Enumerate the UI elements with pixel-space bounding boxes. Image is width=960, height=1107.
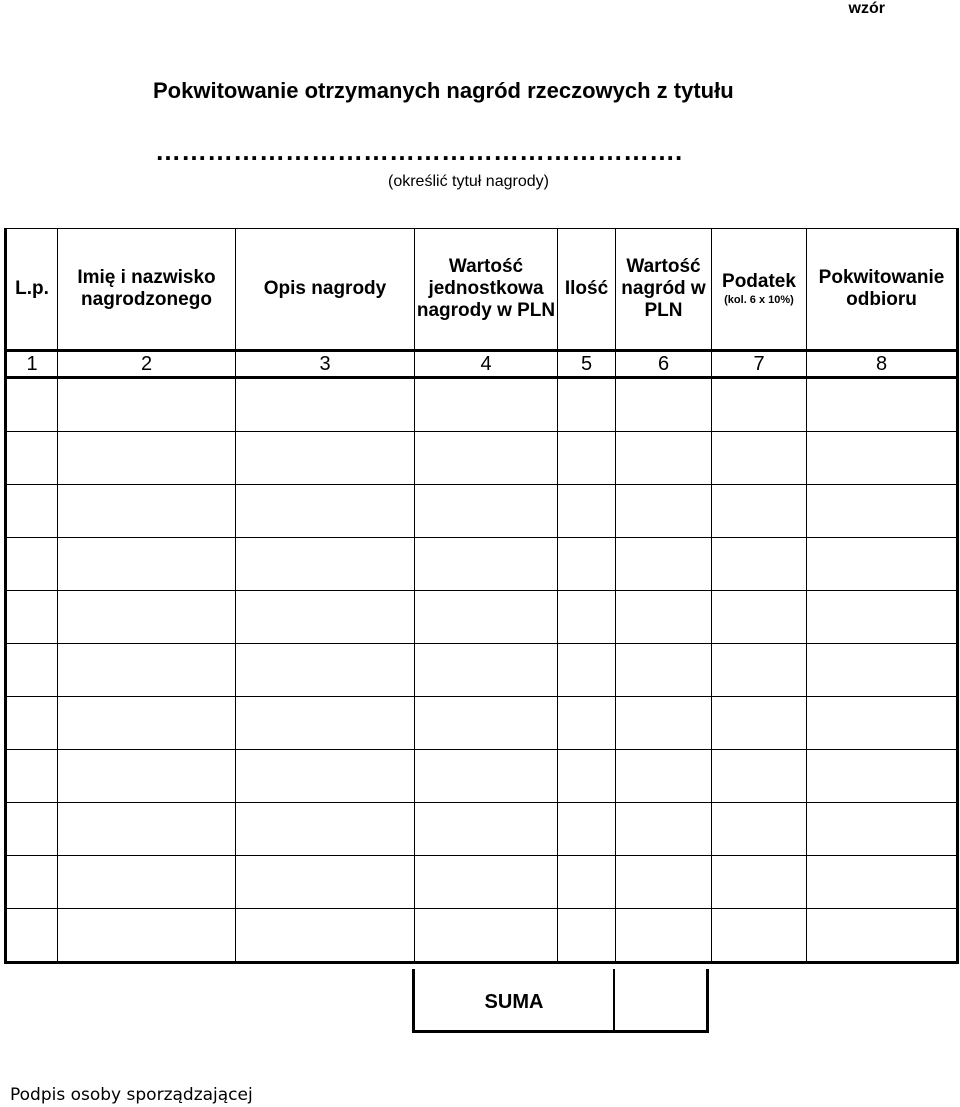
summary-value-cell[interactable]	[615, 969, 706, 1030]
table-cell[interactable]	[558, 697, 616, 750]
table-cell[interactable]	[236, 697, 415, 750]
table-cell[interactable]	[415, 378, 558, 432]
table-cell[interactable]	[6, 803, 58, 856]
table-row	[6, 803, 958, 856]
table-row	[6, 485, 958, 538]
col-header-tax-note: (kol. 6 x 10%)	[724, 294, 794, 306]
table-cell[interactable]	[807, 750, 958, 803]
column-number: 3	[236, 351, 415, 378]
document-tag: wzór	[848, 0, 885, 17]
table-row	[6, 378, 958, 432]
table-cell[interactable]	[6, 538, 58, 591]
table-cell[interactable]	[712, 378, 807, 432]
table-cell[interactable]	[807, 644, 958, 697]
col-header-description: Opis nagrody	[236, 229, 415, 351]
table-cell[interactable]	[236, 909, 415, 963]
table-cell[interactable]	[558, 909, 616, 963]
header-row	[6, 229, 958, 351]
table-row	[6, 856, 958, 909]
table-cell[interactable]	[712, 538, 807, 591]
table-cell[interactable]	[58, 432, 236, 485]
table-cell[interactable]	[616, 485, 712, 538]
table-cell[interactable]	[236, 591, 415, 644]
table-cell[interactable]	[415, 750, 558, 803]
column-number: 8	[807, 351, 958, 378]
table-row	[6, 697, 958, 750]
column-number: 7	[712, 351, 807, 378]
table-cell[interactable]	[58, 644, 236, 697]
table-cell[interactable]	[236, 750, 415, 803]
table-cell[interactable]	[616, 856, 712, 909]
table-cell[interactable]	[807, 591, 958, 644]
table-row	[6, 538, 958, 591]
table-cell[interactable]	[415, 538, 558, 591]
awards-table	[4, 228, 959, 964]
table-cell[interactable]	[807, 909, 958, 963]
table-cell[interactable]	[236, 644, 415, 697]
table-cell[interactable]	[6, 644, 58, 697]
title-fill-line: …………………………………………………….	[155, 136, 683, 166]
table-cell[interactable]	[712, 697, 807, 750]
table-cell[interactable]	[58, 750, 236, 803]
column-number: 4	[415, 351, 558, 378]
table-cell[interactable]	[807, 378, 958, 432]
table-cell[interactable]	[616, 803, 712, 856]
table-cell[interactable]	[712, 644, 807, 697]
table-cell[interactable]	[415, 432, 558, 485]
table-cell[interactable]	[558, 750, 616, 803]
table-cell[interactable]	[616, 909, 712, 963]
col-header-receipt: Pokwitowanie odbioru	[807, 229, 958, 351]
table-cell[interactable]	[415, 697, 558, 750]
column-number: 5	[558, 351, 616, 378]
table-cell[interactable]	[415, 644, 558, 697]
table-cell[interactable]	[712, 803, 807, 856]
table-cell[interactable]	[6, 485, 58, 538]
signature-label: Podpis osoby sporządzającej	[10, 1085, 253, 1105]
table-cell[interactable]	[58, 803, 236, 856]
table-cell[interactable]	[558, 856, 616, 909]
table-cell[interactable]	[712, 432, 807, 485]
column-number-row	[6, 351, 958, 378]
table-cell[interactable]	[616, 591, 712, 644]
table-cell[interactable]	[58, 378, 236, 432]
table-cell[interactable]	[236, 378, 415, 432]
table-cell[interactable]	[712, 909, 807, 963]
column-number: 6	[616, 351, 712, 378]
table-cell[interactable]	[616, 750, 712, 803]
table-cell[interactable]	[236, 538, 415, 591]
column-number: 2	[58, 351, 236, 378]
col-header-lp: L.p.	[6, 229, 58, 351]
table-row	[6, 591, 958, 644]
table-cell[interactable]	[58, 538, 236, 591]
col-header-quantity: Ilość	[558, 229, 616, 351]
table-cell[interactable]	[807, 485, 958, 538]
table-cell[interactable]	[58, 909, 236, 963]
table-cell[interactable]	[807, 697, 958, 750]
table-cell[interactable]	[616, 644, 712, 697]
col-header-tax: Podatek (kol. 6 x 10%)	[712, 229, 807, 351]
table-cell[interactable]	[558, 644, 616, 697]
table-cell[interactable]	[236, 432, 415, 485]
table-cell[interactable]	[558, 538, 616, 591]
table-cell[interactable]	[807, 538, 958, 591]
table-cell[interactable]	[558, 485, 616, 538]
table-cell[interactable]	[415, 909, 558, 963]
table-cell[interactable]	[6, 750, 58, 803]
table-cell[interactable]	[6, 591, 58, 644]
table-cell[interactable]	[6, 909, 58, 963]
table-cell[interactable]	[558, 432, 616, 485]
summary-box	[412, 969, 709, 1033]
table-cell[interactable]	[558, 378, 616, 432]
table-row	[6, 432, 958, 485]
table-cell[interactable]	[616, 538, 712, 591]
table-cell[interactable]	[558, 803, 616, 856]
col-header-unit-value: Wartość jednostkowa nagrody w PLN	[415, 229, 558, 351]
table-cell[interactable]	[415, 485, 558, 538]
table-row	[6, 909, 958, 963]
title-fill-caption: (określić tytuł nagrody)	[388, 173, 549, 190]
page-title: Pokwitowanie otrzymanych nagród rzeczowych z tytułu	[153, 78, 734, 103]
table-cell[interactable]	[712, 856, 807, 909]
table-cell[interactable]	[807, 432, 958, 485]
table-cell[interactable]	[236, 803, 415, 856]
table-cell[interactable]	[558, 591, 616, 644]
table-cell[interactable]	[616, 697, 712, 750]
table-cell[interactable]	[712, 485, 807, 538]
table-cell[interactable]	[712, 591, 807, 644]
summary-label: SUMA	[415, 969, 615, 1030]
table-cell[interactable]	[712, 750, 807, 803]
table-cell[interactable]	[58, 856, 236, 909]
table-cell[interactable]	[58, 697, 236, 750]
table-row	[6, 644, 958, 697]
table-cell[interactable]	[415, 803, 558, 856]
table-cell[interactable]	[6, 378, 58, 432]
table-cell[interactable]	[415, 856, 558, 909]
table-cell[interactable]	[807, 856, 958, 909]
table-cell[interactable]	[807, 803, 958, 856]
table-cell[interactable]	[616, 432, 712, 485]
table-cell[interactable]	[6, 856, 58, 909]
table-cell[interactable]	[236, 856, 415, 909]
table-cell[interactable]	[415, 591, 558, 644]
table-row	[6, 750, 958, 803]
table-cell[interactable]	[58, 485, 236, 538]
col-header-name: Imię i nazwisko nagrodzonego	[58, 229, 236, 351]
table-cell[interactable]	[6, 697, 58, 750]
table-cell[interactable]	[58, 591, 236, 644]
table-cell[interactable]	[616, 378, 712, 432]
table-cell[interactable]	[236, 485, 415, 538]
column-number: 1	[6, 351, 58, 378]
col-header-total-value: Wartość nagród w PLN	[616, 229, 712, 351]
table-cell[interactable]	[6, 432, 58, 485]
